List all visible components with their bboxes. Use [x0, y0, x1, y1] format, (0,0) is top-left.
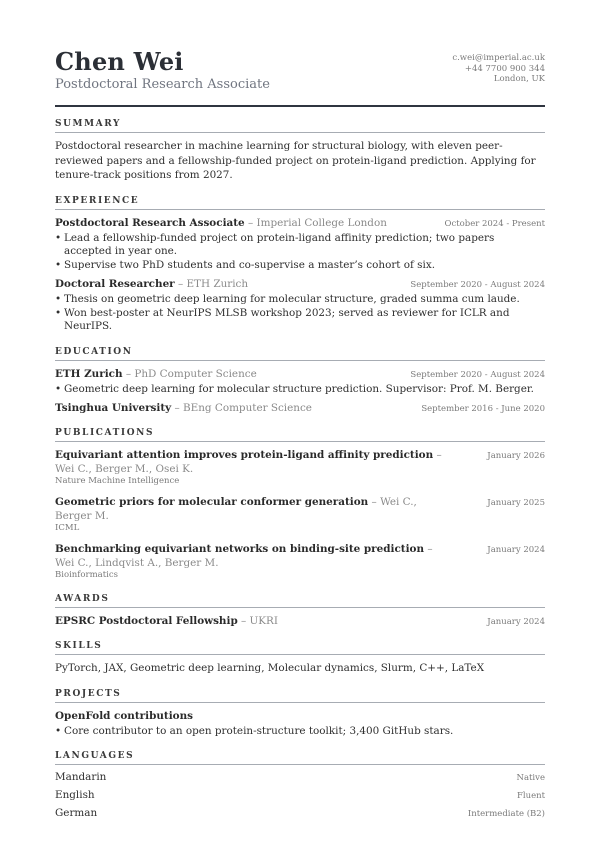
project-bullets	[55, 725, 545, 739]
experience-org: Imperial College London	[256, 216, 387, 229]
experience-date: October 2024 - Present	[444, 218, 545, 229]
education-degree: PhD Computer Science	[134, 367, 257, 380]
contact-email[interactable]: c.wei@imperial.ac.uk	[452, 53, 545, 63]
publication-entry	[55, 448, 545, 487]
separator: –	[368, 496, 381, 508]
contact-location: London, UK	[493, 74, 545, 84]
experience-bullets	[55, 232, 545, 273]
publication-authors: Wei C., Lindqvist A., Berger M.	[55, 557, 219, 569]
bullet-text: Won best-poster at NeurIPS MLSB workshop 2023; served as reviewer for ICLR and NeurIPS.	[64, 306, 510, 332]
section-heading-projects: PROJECTS	[55, 689, 545, 703]
publication-authors: Wei C., Berger M., Osei K.	[55, 463, 194, 475]
summary-text: Postdoctoral researcher in machine learning for structural biology, with eleven peer-reviewed papers and a fellowship-funded project on protein-ligand prediction. Applying for tenure-track positions from 2027.	[55, 140, 536, 181]
language-row	[55, 789, 545, 801]
education-entry	[55, 367, 545, 397]
bullet-icon: •	[55, 293, 62, 305]
publication-date: January 2024	[487, 545, 545, 555]
bullet-item	[55, 383, 545, 397]
separator: –	[171, 402, 183, 414]
language-row	[55, 807, 545, 819]
separator: –	[122, 367, 135, 380]
project-name: OpenFold contributions	[55, 709, 193, 722]
experience-date: September 2020 - August 2024	[410, 280, 545, 290]
separator: –	[237, 615, 250, 627]
publication-authors: Wei C., Berger M.	[55, 496, 417, 522]
education-degree: BEng Computer Science	[183, 402, 312, 414]
education-school: ETH Zurich	[55, 367, 123, 380]
language-level: Intermediate (B2)	[467, 809, 545, 819]
candidate-title: Postdoctoral Research Associate	[55, 77, 270, 92]
language-name: Mandarin	[55, 771, 107, 783]
experience-org: ETH Zurich	[186, 278, 249, 290]
publication-date: January 2026	[487, 451, 545, 461]
section-heading-languages: LANGUAGES	[55, 751, 545, 765]
bullet-icon: •	[55, 258, 62, 271]
language-row	[55, 771, 545, 783]
resume-header	[55, 48, 545, 93]
education-bullets	[55, 383, 545, 397]
section-heading-experience: EXPERIENCE	[55, 196, 545, 210]
bullet-item	[55, 307, 545, 334]
bullet-text: Supervise two PhD students and co-supervise a master’s cohort of six.	[64, 258, 435, 271]
separator: –	[244, 216, 257, 229]
section-heading-publications: PUBLICATIONS	[55, 428, 545, 442]
publication-entry	[55, 495, 545, 534]
award-org: UKRI	[249, 615, 278, 627]
education-entry	[55, 401, 545, 415]
bullet-icon: •	[55, 306, 62, 319]
skills-text: PyTorch, JAX, Geometric deep learning, Molecular dynamics, Slurm, C++, LaTeX	[55, 662, 485, 674]
award-entry	[55, 614, 545, 628]
section-heading-summary: SUMMARY	[55, 119, 545, 133]
language-level: Native	[516, 773, 545, 783]
section-heading-education: EDUCATION	[55, 347, 545, 361]
publication-entry	[55, 542, 545, 581]
contact-phone[interactable]: +44 7700 900 344	[464, 63, 545, 74]
separator: –	[433, 449, 442, 461]
award-name: EPSRC Postdoctoral Fellowship	[55, 615, 238, 627]
section-heading-awards: AWARDS	[55, 594, 545, 608]
bullet-item	[55, 293, 545, 307]
publication-date: January 2025	[487, 498, 545, 508]
candidate-name: Chen Wei	[55, 47, 184, 76]
bullet-icon: •	[55, 724, 62, 737]
experience-bullets	[55, 293, 545, 334]
bullet-item	[55, 232, 545, 259]
language-name: German	[55, 807, 98, 819]
language-level: Fluent	[516, 791, 545, 801]
header-divider	[55, 105, 545, 107]
separator: –	[174, 278, 187, 290]
language-name: English	[55, 789, 95, 801]
section-heading-skills: SKILLS	[55, 641, 545, 655]
education-date: September 2016 - June 2020	[421, 404, 545, 414]
award-date: January 2024	[487, 617, 545, 627]
bullet-text: Lead a fellowship-funded project on protein-ligand affinity prediction; two papers accepted in year one.	[64, 231, 495, 257]
bullet-text: Geometric deep learning for molecular structure prediction. Supervisor: Prof. M. Berger.	[64, 382, 534, 395]
publication-title: Equivariant attention improves protein-ligand affinity prediction	[55, 449, 434, 461]
project-entry	[55, 709, 545, 739]
experience-role: Postdoctoral Research Associate	[55, 216, 245, 229]
contact-block	[452, 53, 545, 85]
education-school: Tsinghua University	[55, 402, 172, 414]
separator: –	[424, 543, 433, 555]
bullet-icon: •	[55, 382, 62, 395]
bullet-text: Thesis on geometric deep learning for molecular structure, graded summa cum laude.	[64, 293, 520, 305]
experience-role: Doctoral Researcher	[55, 278, 175, 290]
bullet-item	[55, 725, 545, 739]
bullet-text: Core contributor to an open protein-structure toolkit; 3,400 GitHub stars.	[64, 724, 454, 737]
identity-block	[55, 48, 270, 93]
publication-title: Benchmarking equivariant networks on binding-site prediction	[55, 543, 425, 555]
education-date: September 2020 - August 2024	[410, 369, 545, 380]
bullet-icon: •	[55, 231, 62, 244]
publication-title: Geometric priors for molecular conformer generation	[55, 496, 369, 508]
bullet-item	[55, 259, 545, 273]
publication-venue: Bioinformatics	[55, 570, 118, 580]
publication-venue: Nature Machine Intelligence	[55, 476, 180, 486]
experience-entry	[55, 216, 545, 273]
publication-venue: ICML	[55, 523, 80, 533]
experience-entry	[55, 277, 545, 334]
